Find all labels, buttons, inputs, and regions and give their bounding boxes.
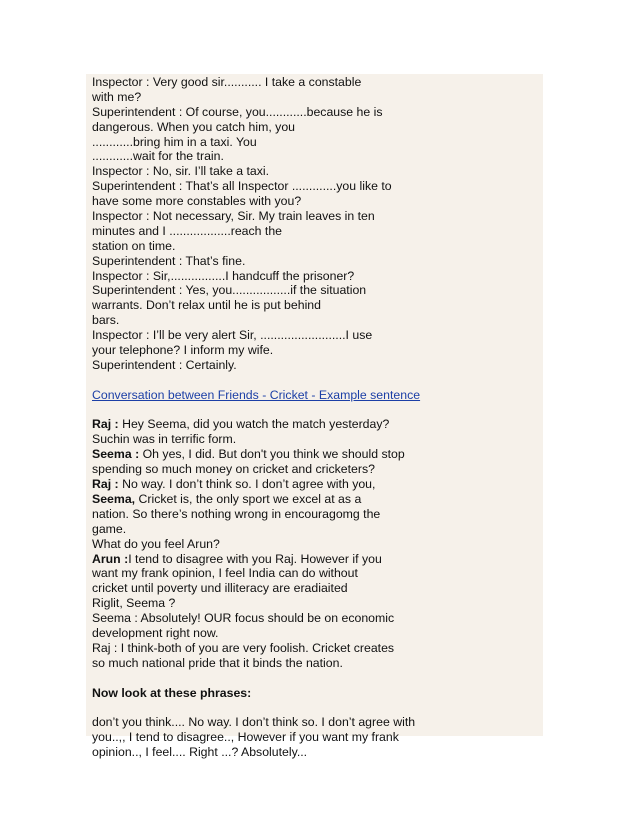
text-line: Superintendent : That’s fine. <box>92 253 246 268</box>
document-content <box>92 75 540 760</box>
text-line: opinion.., I feel.... Right ...? Absolutely... <box>92 745 308 760</box>
text-line: Inspector : I’ll be very alert Sir, .........................I use <box>92 328 373 343</box>
line-text: want my frank opinion, I feel India can do without <box>92 566 358 581</box>
text-line: bars. <box>92 313 120 328</box>
text-line <box>92 417 540 432</box>
text-line <box>92 581 540 596</box>
text-line: Inspector : Not necessary, Sir. My train leaves in ten <box>92 209 375 224</box>
spacer <box>92 671 540 686</box>
text-line <box>92 566 540 581</box>
line-text: No way. I don’t think so. I don’t agree with you, <box>122 477 376 492</box>
line-text: Seema : Absolutely! OUR focus should be on economic <box>92 611 395 626</box>
speaker-label: Seema, <box>92 491 139 506</box>
text-line <box>92 477 540 492</box>
text-line: Superintendent : That’s all Inspector .............you like to <box>92 179 392 194</box>
text-line <box>92 537 540 552</box>
text-line: Superintendent : Of course, you............because he is <box>92 104 383 119</box>
line-text: What do you feel Arun? <box>92 536 220 551</box>
dialogue-block-friends <box>92 417 540 670</box>
dialogue-block-inspector <box>92 75 540 373</box>
text-line: don’t you think.... No way. I don’t think so. I don’t agree with <box>92 715 416 730</box>
line-text: nation. So there’s nothing wrong in encouragomg the <box>92 506 381 521</box>
text-line <box>92 507 540 522</box>
line-text: spending so much money on cricket and cricketers? <box>92 462 375 477</box>
link-line <box>92 388 540 403</box>
line-text: so much national pride that it binds the nation. <box>92 655 343 670</box>
text-line <box>92 641 540 656</box>
line-text: game. <box>92 521 127 536</box>
spacer <box>92 373 540 388</box>
text-line: station on time. <box>92 238 176 253</box>
text-line: dangerous. When you catch him, you <box>92 119 296 134</box>
line-text: Riglit, Seema ? <box>92 596 176 611</box>
text-line: your telephone? I inform my wife. <box>92 343 274 358</box>
text-line <box>92 462 540 477</box>
text-line: have some more constables with you? <box>92 194 302 209</box>
text-line: ............wait for the train. <box>92 149 224 164</box>
text-line <box>92 596 540 611</box>
text-line <box>92 447 540 462</box>
speaker-label: Raj : <box>92 417 123 432</box>
text-line <box>92 611 540 626</box>
text-line <box>92 552 540 567</box>
speaker-label: Arun : <box>92 551 129 566</box>
line-text: Suchin was in terrific form. <box>92 432 237 447</box>
text-line: you..,, I tend to disagree.., However if you want my frank <box>92 730 399 745</box>
speaker-label: Raj : <box>92 477 123 492</box>
line-text: cricket until poverty und illiteracy are eradiaited <box>92 581 348 596</box>
text-line: Inspector : Sir,................I handcuff the prisoner? <box>92 268 355 283</box>
text-line: minutes and I ..................reach the <box>92 223 283 238</box>
cricket-conversation-link[interactable]: Conversation between Friends - Cricket - Example sentence <box>92 387 421 402</box>
line-text: Cricket is, the only sport we excel at as a <box>138 491 362 506</box>
spacer <box>92 700 540 715</box>
text-line: Inspector : Very good sir........... I take a constable <box>92 75 362 89</box>
line-text: development right now. <box>92 625 219 640</box>
text-line: ............bring him in a taxi. You <box>92 134 257 149</box>
line-text: I tend to disagree with you Raj. However if you <box>128 551 382 566</box>
speaker-label: Seema : <box>92 447 143 462</box>
text-line: with me? <box>92 89 142 104</box>
spacer <box>92 403 540 418</box>
text-line <box>92 432 540 447</box>
text-line <box>92 656 540 671</box>
line-text: Hey Seema, did you watch the match yesterday? <box>122 417 390 432</box>
line-text: Raj : I think-both of you are very foolish. Cricket creates <box>92 640 395 655</box>
text-line <box>92 522 540 537</box>
text-line: Inspector : No, sir. I’ll take a taxi. <box>92 164 270 179</box>
phrases-block <box>92 715 540 760</box>
text-line <box>92 492 540 507</box>
text-line: Superintendent : Yes, you.................if the situation <box>92 283 367 298</box>
phrases-heading: Now look at these phrases: <box>92 685 252 700</box>
text-line: Superintendent : Certainly. <box>92 357 237 372</box>
text-line: warrants. Don’t relax until he is put behind <box>92 298 321 313</box>
text-line <box>92 626 540 641</box>
line-text: Oh yes, I did. But don't you think we should stop <box>142 447 405 462</box>
